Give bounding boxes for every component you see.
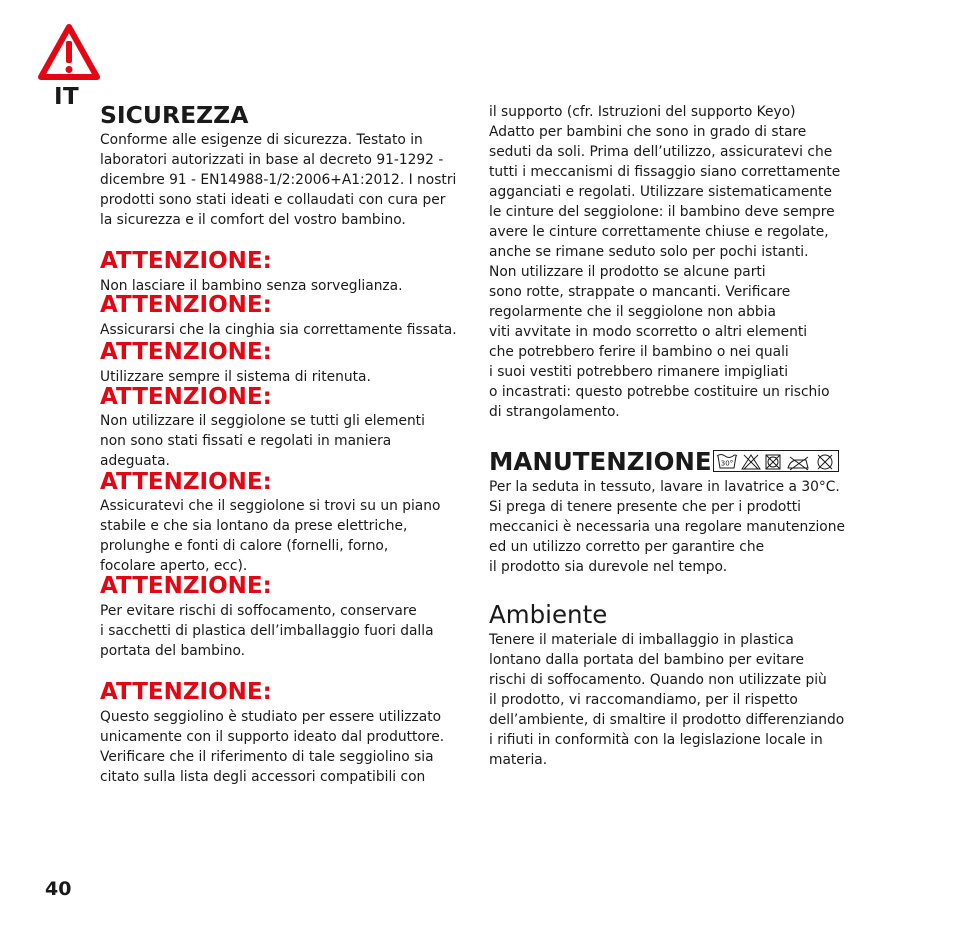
continued-text: il supporto (cfr. Istruzioni del supporto Keyo) Adatto per bambini che sono in grado di stare seduti da soli. Prima dell’utilizzo, assicuratevi che tutti i meccanismi di fissaggio siano correttamente agganciati e regolati. Utilizzare sistematicamente le cinture del seggiolone: il bambino deve sempre avere le cinture correttamente chiuse e regolate, anche se rimane seduto solo per pochi istanti. Non utilizzare il prodotto se alcune parti sono rotte, strappate o mancanti. Verificare regolarmente che il seggiolone non abbia viti avvitate in modo scorretto o altri elementi che potrebbero ferire il bambino o nei quali i suoi vestiti potrebbero rimanere impigliati o incastrati: questo potrebbe costituire un rischio di strangolamento.: [489, 104, 841, 420]
no-bleach-icon: [742, 455, 760, 469]
no-tumble-dry-icon: [766, 455, 780, 469]
sicurezza-title: SICUREZZA: [100, 101, 249, 129]
warning-text: Assicuratevi che il seggiolone si trovi su un piano stabile e che sia lontano da prese elettriche, prolunghe e fonti di calore (fornelli, forno, focolare aperto, ecc).: [100, 498, 441, 574]
warning-text: Utilizzare sempre il sistema di ritenuta.: [100, 369, 371, 385]
warning-title: ATTENZIONE:: [100, 469, 272, 495]
no-iron-icon: [788, 457, 808, 470]
warning-text: Per evitare rischi di soffocamento, conservare i sacchetti di plastica dell’imballaggio fuori dalla portata del bambino.: [100, 603, 434, 659]
svg-text:30°: 30°: [720, 459, 734, 468]
warning-title: ATTENZIONE:: [100, 679, 272, 705]
warning-text: Non lasciare il bambino senza sorveglianza.: [100, 278, 403, 294]
warning-title: ATTENZIONE:: [100, 292, 272, 318]
care-symbols: [713, 450, 839, 472]
warning-title: ATTENZIONE:: [100, 573, 272, 599]
ambiente-text: Tenere il materiale di imballaggio in plastica lontano dalla portata del bambino per evitare rischi di soffocamento. Quando non utilizzate più il prodotto, vi raccomandiamo, per il rispetto dell’ambiente, di smaltire il prodotto differenziando i rifiuti in conformità con la legislazione locale in materia.: [489, 632, 845, 768]
ambiente-title: Ambiente: [489, 600, 608, 629]
warning-text: Non utilizzare il seggiolone se tutti gli elementi non sono stati fissati e regolati in maniera adeguata.: [100, 413, 425, 469]
warning-title: ATTENZIONE:: [100, 384, 272, 410]
warning-triangle-icon: [37, 23, 101, 83]
warning-text: Assicurarsi che la cinghia sia correttamente fissata.: [100, 322, 457, 338]
warning-text: Questo seggiolino è studiato per essere utilizzato unicamente con il supporto ideato dal produttore. Verificare che il riferimento di tale seggiolino sia citato sulla lista degli accessori compatibili con: [100, 709, 445, 785]
manutenzione-text: Per la seduta in tessuto, lavare in lavatrice a 30°C. Si prega di tenere presente che per i prodotti meccanici è necessaria una regolare manutenzione ed un utilizzo corretto per garantire che il prodotto sia durevole nel tempo.: [489, 479, 845, 575]
no-dry-clean-icon: [818, 455, 832, 469]
language-code: IT: [54, 84, 80, 110]
sicurezza-text: Conforme alle esigenze di sicurezza. Testato in laboratori autorizzati in base al decreto 91-1292 - dicembre 91 - EN14988-1/2:2006+A1:2012. I nostri prodotti sono stati ideati e collaudati con cura per la sicurezza e il comfort del vostro bambino.: [100, 132, 457, 228]
warning-title: ATTENZIONE:: [100, 248, 272, 274]
manutenzione-title: MANUTENZIONE: [489, 447, 712, 476]
manutenzione-header: [489, 448, 854, 476]
page-number: 40: [45, 878, 72, 900]
warning-title: ATTENZIONE:: [100, 339, 272, 365]
wash-30-icon: [717, 455, 737, 469]
